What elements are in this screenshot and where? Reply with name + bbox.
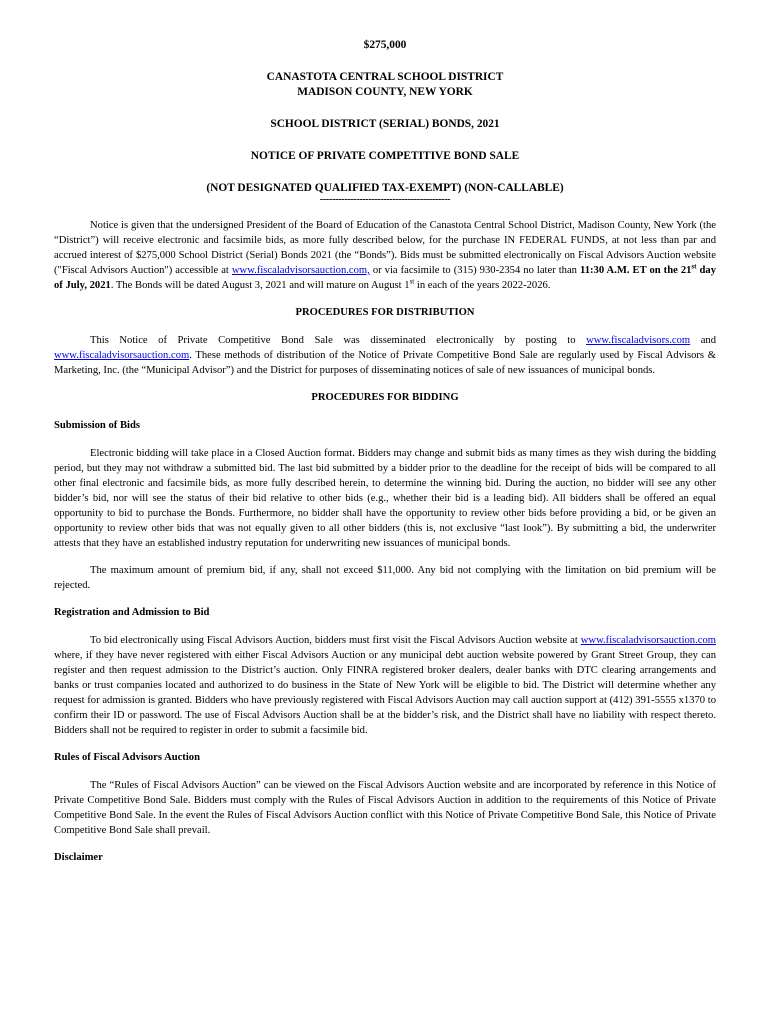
- disclaimer-heading: Disclaimer: [54, 852, 103, 863]
- submission-heading: Submission of Bids: [54, 420, 140, 431]
- rules-paragraph: The “Rules of Fiscal Advisors Auction” can be viewed on the Fiscal Advisors Auction website and are incorporated by reference in this Notice of Private Competitive Bond Sale. Bidders must comply with the Rules of Fiscal Advisors Auction in addition to the requirements of this Notice of Private Competitive Bond Sale. In the event the Rules of Fiscal Advisors Auction conflict with this Notice of Private Competitive Bond Sale, this Notice of Private Competitive Bond Sale shall prevail.: [54, 780, 716, 836]
- separator-line: -------------------------------------------: [319, 194, 451, 205]
- tax-status: (NOT DESIGNATED QUALIFIED TAX-EXEMPT) (NON-CALLABLE): [206, 182, 564, 194]
- intro-text-2: or via facsimile to (315) 930-2354 no later than: [369, 265, 580, 276]
- intro-text-4: in each of the years 2022-2026.: [414, 280, 551, 291]
- registration-heading: Registration and Admission to Bid: [54, 607, 210, 618]
- notice-document: [54, 38, 716, 878]
- bond-amount: $275,000: [363, 39, 407, 51]
- distribution-paragraph: [54, 333, 716, 378]
- distribution-text-1: This Notice of Private Competitive Bond Sale was disseminated electronically by posting to: [90, 335, 587, 346]
- rules-heading: Rules of Fiscal Advisors Auction: [54, 752, 200, 763]
- deadline-part-2: day of July, 2021: [54, 265, 716, 291]
- registration-text-1: To bid electronically using Fiscal Advisors Auction, bidders must first visit the Fiscal Advisors Auction website at: [90, 635, 581, 646]
- intro-text-1: Notice is given that the undersigned President of the Board of Education of the Canastota Central School District, Madison County, New York (the “District”) will receive electronic and facsimile bids, as more fully described below, for the purchase IN FEDERAL FUNDS, at not less than par and accrued interest of $275,000 School District (Serial) Bonds 2021 (the “Bonds”). Bids must be submitted electronically on Fiscal Advisors Auction website ("Fiscal Advisors Auction") accessible at: [54, 220, 716, 276]
- deadline-part-1: 11:30 A.M. ET on the 21: [580, 265, 692, 276]
- registration-paragraph: [54, 633, 716, 738]
- intro-text-3: . The Bonds will be dated August 3, 2021 and will mature on August 1: [110, 280, 410, 291]
- notice-title: NOTICE OF PRIVATE COMPETITIVE BOND SALE: [250, 150, 520, 162]
- registration-text-2: where, if they have never registered with either Fiscal Advisors Auction or any municipal debt auction website powered by Grant Street Group, they can register and then request admission to the District’s auction. Only FINRA registered broker dealers, dealer banks with DTC clearing arrangements and banks or trust companies located and authorized to do business in the State of New York will be eligible to bid. The District will determine whether any request for admission is granted. Bidders who have previously registered with Fiscal Advisors Auction may call auction support at (412) 391-5555 x1370 to confirm their ID or password. The use of Fiscal Advisors Auction shall be at the bidder’s risk, and the District shall have no liability with respect thereto. Bidders shall not be required to register in order to submit a facsimile bid.: [54, 650, 716, 736]
- district-name: CANASTOTA CENTRAL SCHOOL DISTRICT: [266, 71, 504, 83]
- district-county: MADISON COUNTY, NEW YORK: [297, 86, 473, 98]
- submission-paragraph: Electronic bidding will take place in a Closed Auction format. Bidders may change and submit bids as many times as they wish during the bidding period, but they may not withdraw a submitted bid. The last bid submitted by a bidder prior to the deadline for the receipt of bids will be compared to all other final electronic and facsimile bids, as more fully described herein, to determine the winning bid. During the auction, no bidder will see any other bidder’s bid, nor will see the status of their bid relative to other bids (e.g., whether their bid is a leading bid). All bidders shall be offered an equal opportunity to bid to purchase the Bonds. Furthermore, no bidder shall have the opportunity to review other bids before providing a bid, or be given an opportunity to review other bids that was not equally given to all other bidders (this is, not exclusive “last look”). By submitting a bid, the underwriter attests that they have an established industry reputation for underwriting new issuances of municipal bonds.: [54, 448, 716, 549]
- premium-paragraph: The maximum amount of premium bid, if any, shall not exceed $11,000. Any bid not complying with the limitation on bid premium will be rejected.: [54, 565, 716, 591]
- district-block: [54, 70, 716, 100]
- distribution-text-3: . These methods of distribution of the Notice of Private Competitive Bond Sale are regularly used by Fiscal Advisors & Marketing, Inc. (the “Municipal Advisor”) and the District for purposes of disseminating notices of sale of new issuances of municipal bonds.: [54, 350, 716, 376]
- deadline-ordinal: st: [691, 262, 697, 271]
- distribution-text-2: and: [690, 335, 716, 346]
- fiscaladvisors-link[interactable]: www.fiscaladvisors.com: [586, 335, 691, 346]
- bidding-heading: PROCEDURES FOR BIDDING: [311, 392, 459, 403]
- fiscaladvisorsauction-link[interactable]: www.fiscaladvisorsauction.com: [54, 350, 190, 361]
- distribution-heading: PROCEDURES FOR DISTRIBUTION: [295, 307, 475, 318]
- intro-paragraph: [54, 218, 716, 293]
- bonds-title: SCHOOL DISTRICT (SERIAL) BONDS, 2021: [270, 118, 500, 130]
- registration-link[interactable]: www.fiscaladvisorsauction.com: [580, 635, 716, 646]
- maturity-ordinal: st: [409, 277, 415, 286]
- auction-link[interactable]: www.fiscaladvisorsauction.com,: [231, 265, 370, 276]
